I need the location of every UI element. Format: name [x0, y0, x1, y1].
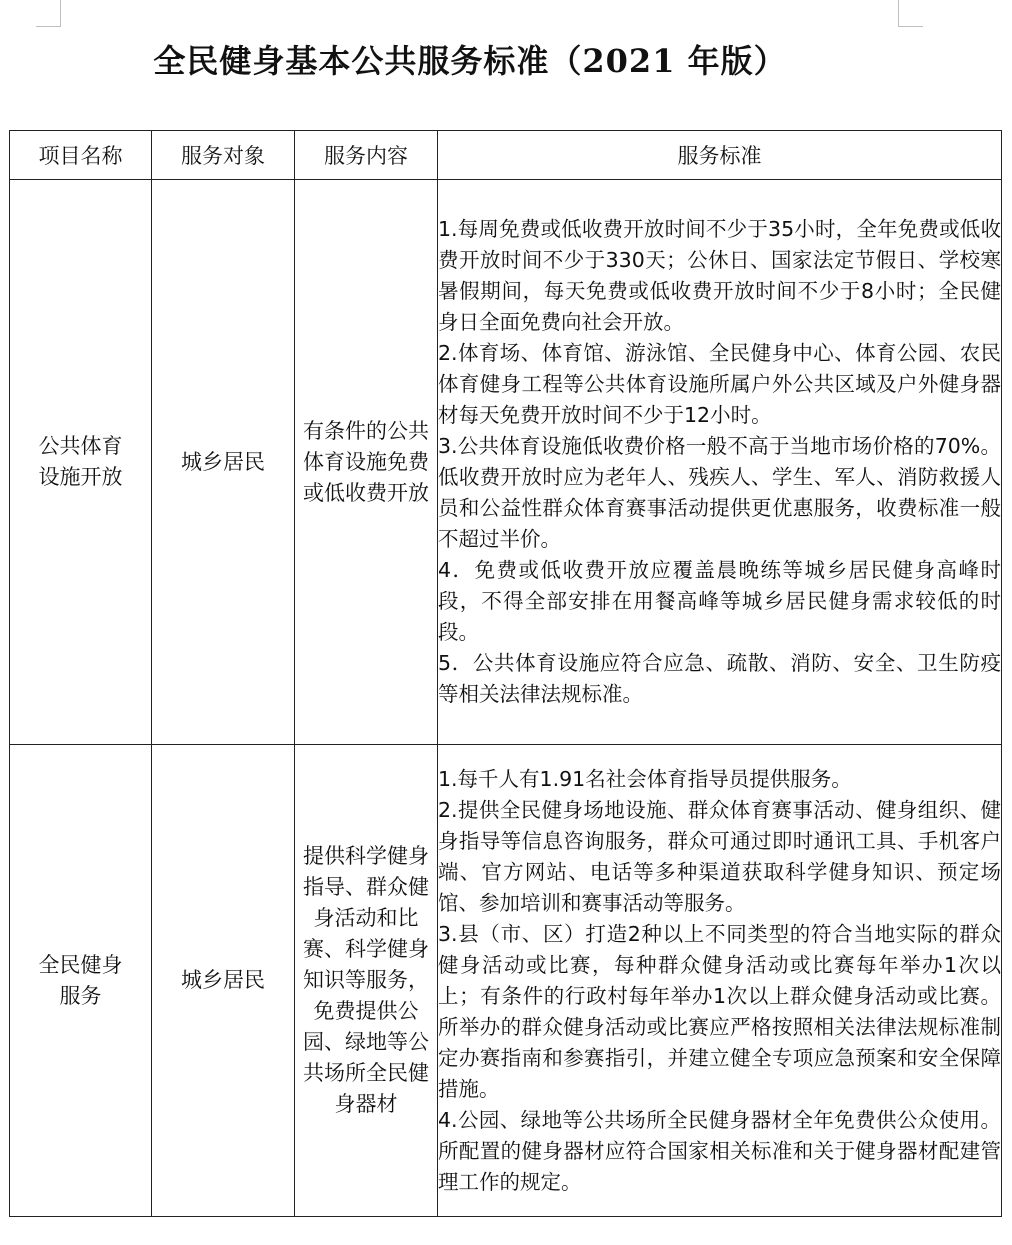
service-target: 城乡居民 — [181, 968, 265, 992]
table-header-row — [10, 131, 1002, 180]
header-project-name: 项目名称 — [10, 131, 152, 180]
service-content: 有条件的公共体育设施免费或低收费开放 — [303, 418, 429, 505]
page-corner-mark-right — [898, 0, 923, 27]
project-name: 公共体育设施开放 — [38, 434, 123, 489]
standard-item: 4.公园、绿地等公共场所全民健身器材全年免费供公众使用。所配置的健身器材应符合国家相关标准和关于健身器材配建管理工作的规定。 — [438, 1107, 1001, 1194]
service-standard-cell — [438, 745, 1002, 1217]
standard-item: 5．公共体育设施应符合应急、疏散、消防、安全、卫生防疫等相关法律法规标准。 — [438, 651, 1001, 706]
table-row — [10, 180, 1002, 745]
service-content-cell — [295, 180, 438, 745]
standard-item: 4．免费或低收费开放应覆盖晨晚练等城乡居民健身高峰时段，不得全部安排在用餐高峰等城乡居民健身需求较低的时段。 — [438, 558, 1001, 644]
header-service-content: 服务内容 — [295, 131, 438, 180]
standard-item: 2.提供全民健身场地设施、群众体育赛事活动、健身组织、健身指导等信息咨询服务，群众可通过即时通讯工具、手机客户端、官方网站、电话等多种渠道获取科学健身知识、预定场馆、参加培训和赛事活动等服务。 — [438, 797, 1001, 915]
service-target-cell — [152, 180, 295, 745]
standard-item: 1.每周免费或低收费开放时间不少于35小时，全年免费或低收费开放时间不少于330天；公休日、国家法定节假日、学校寒暑假期间，每天免费或低收费开放时间不少于8小时；全民健身日全面免费向社会开放。 — [438, 217, 1001, 334]
header-service-target: 服务对象 — [152, 131, 295, 180]
service-standard-cell — [438, 180, 1002, 745]
service-content: 提供科学健身指导、群众健身活动和比赛、科学健身知识等服务，免费提供公园、绿地等公共场所全民健身器材 — [303, 844, 429, 1116]
standard-item: 3.县（市、区）打造2种以上不同类型的符合当地实际的群众健身活动或比赛，每种群众健身活动或比赛每年举办1次以上；有条件的行政村每年举办1次以上群众健身活动或比赛。所举办的群众健身活动或比赛应严格按照相关法律法规标准制定办赛指南和参赛指引，并建立健全专项应急预案和安全保障措施。 — [438, 921, 1001, 1101]
project-name: 全民健身服务 — [38, 952, 123, 1008]
page-corner-mark-left — [36, 0, 61, 27]
service-target-cell — [152, 745, 295, 1217]
document-title: 全民健身基本公共服务标准（2021 年版） — [153, 42, 787, 80]
service-content-cell — [295, 745, 438, 1217]
standard-item: 2.体育场、体育馆、游泳馆、全民健身中心、体育公园、农民体育健身工程等公共体育设施所属户外公共区域及户外健身器材每天免费开放时间不少于12小时。 — [438, 341, 1001, 427]
standard-item: 3.公共体育设施低收费价格一般不高于当地市场价格的70%。低收费开放时应为老年人、残疾人、学生、军人、消防救援人员和公益性群众体育赛事活动提供更优惠服务，收费标准一般不超过半价。 — [438, 434, 1001, 551]
table-row — [10, 745, 1002, 1217]
standard-item: 1.每千人有1.91名社会体育指导员提供服务。 — [438, 766, 852, 791]
service-standard-table — [9, 130, 1002, 1217]
header-service-standard: 服务标准 — [438, 131, 1002, 180]
project-name-cell — [10, 745, 152, 1217]
service-target: 城乡居民 — [181, 449, 265, 474]
project-name-cell — [10, 180, 152, 745]
